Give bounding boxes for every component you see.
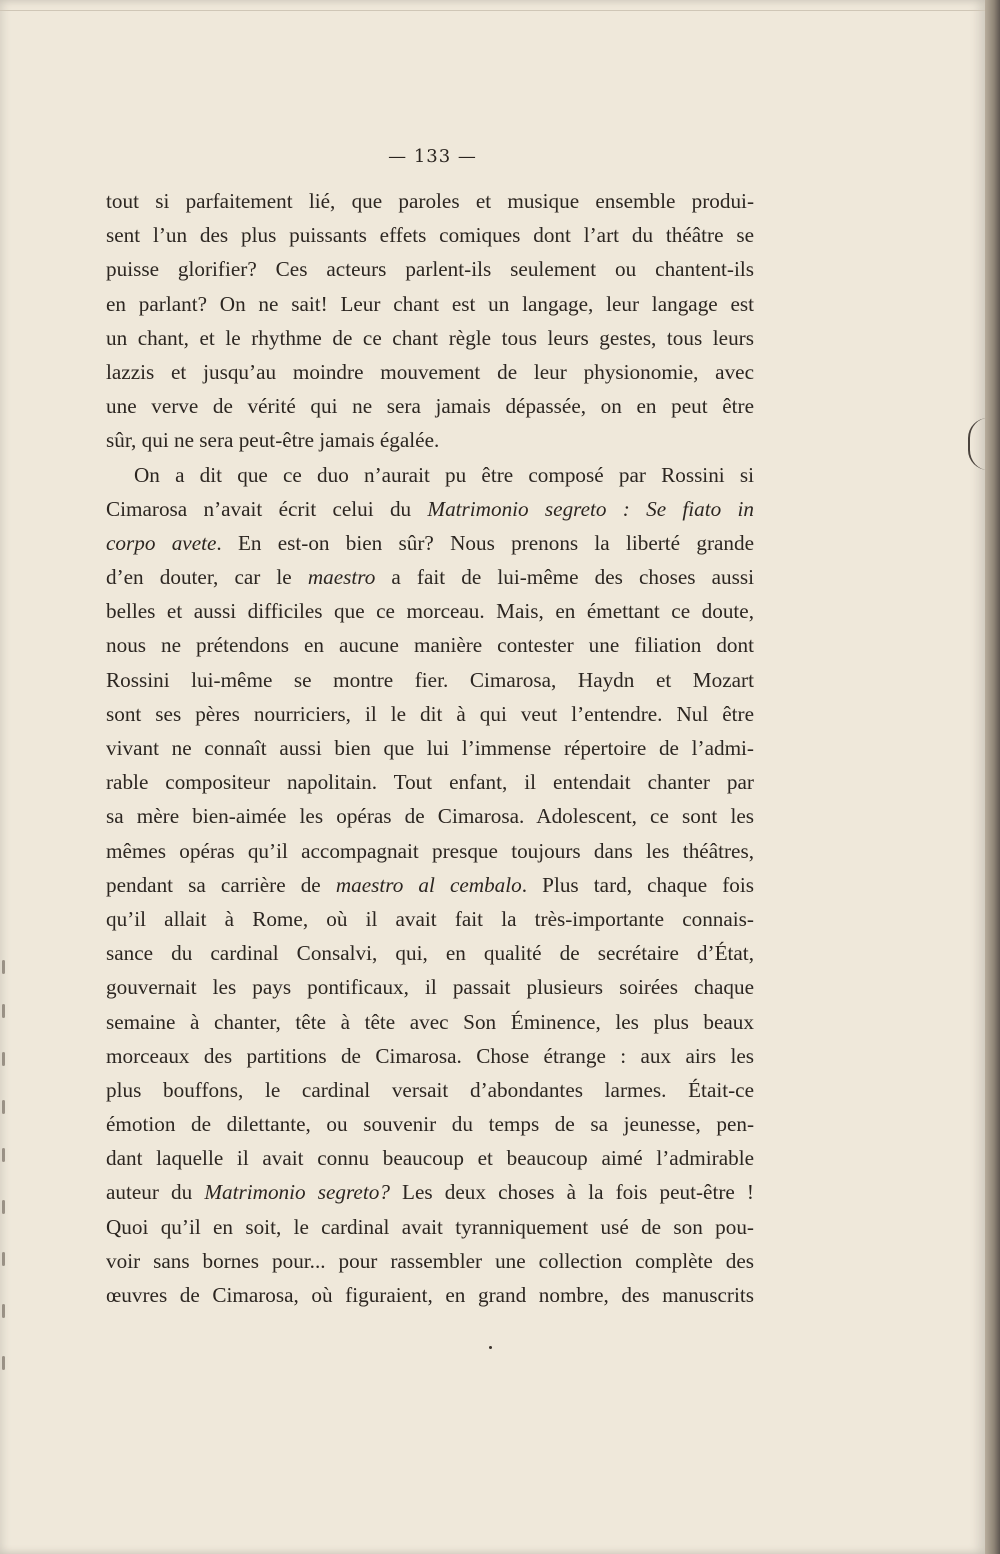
italic-title: Matrimonio segreto? [204, 1180, 390, 1205]
text-line: voir sans bornes pour... pour rassembler une collection complète des [106, 1248, 754, 1273]
text-run: a fait de lui-même des choses aussi [375, 565, 754, 590]
italic-title: maestro al cembalo [335, 872, 522, 897]
text-run: pendant sa carrière de [106, 872, 336, 897]
margin-marks [0, 960, 14, 1380]
text-line: sa mère bien-aimée les opéras de Cimarosa. Adolescent, ce sont les [106, 804, 754, 829]
text-line: plus bouffons, le cardinal versait d’abondantes larmes. Était-ce [106, 1077, 754, 1102]
text-line: vivant ne connaît aussi bien que lui l’immense répertoire de l’admi- [106, 736, 754, 760]
text-line: semaine à chanter, tête à tête avec Son Éminence, les plus beaux [106, 1009, 754, 1034]
text-line: rable compositeur napolitain. Tout enfant, il entendait chanter par [106, 770, 754, 795]
body-text [106, 184, 754, 1312]
ink-dot [489, 1346, 492, 1349]
italic-title: maestro [307, 565, 376, 590]
text-line: émotion de dilettante, ou souvenir du temps de sa jeunesse, pen- [106, 1112, 754, 1137]
text-line: sance du cardinal Consalvi, qui, en qualité de secrétaire d’État, [106, 941, 754, 966]
italic-title: Matrimonio segreto : Se fiato in [427, 496, 755, 521]
text-line [106, 526, 754, 560]
page-edge [985, 0, 1000, 1554]
text-line: lazzis et jusqu’au moindre mouvement de leur physionomie, avec [106, 359, 754, 384]
text-run: Les deux choses à la fois peut-être ! [389, 1180, 754, 1205]
text-line: un chant, et le rhythme de ce chant règle tous leurs gestes, tous leurs [106, 325, 754, 350]
text-line: mêmes opéras qu’il accompagnait presque toujours dans les théâtres, [106, 838, 754, 863]
text-line [106, 1175, 754, 1209]
text-line: sont ses pères nourriciers, il le dit à qui veut l’entendre. Nul être [106, 701, 754, 726]
text-line [106, 492, 754, 526]
text-line: œuvres de Cimarosa, où figuraient, en grand nombre, des manuscrits [106, 1283, 754, 1307]
text-line: belles et aussi difficiles que ce morceau. Mais, en émettant ce doute, [106, 599, 754, 624]
text-line: Rossini lui-même se montre fier. Cimarosa, Haydn et Mozart [106, 667, 754, 692]
italic-title: corpo avete [106, 530, 217, 555]
text-line: gouvernait les pays pontificaux, il passait plusieurs soirées chaque [106, 975, 754, 1000]
page-number: — 133 — [388, 146, 477, 167]
text-line: nous ne prétendons en aucune manière contester une filiation dont [106, 633, 754, 658]
text-run: auteur du [106, 1180, 205, 1205]
text-run: . En est-on bien sûr? Nous prenons la liberté grande [216, 530, 754, 555]
text-line: morceaux des partitions de Cimarosa. Chose étrange : aux airs les [106, 1043, 754, 1068]
text-line: tout si parfaitement lié, que paroles et musique ensemble produi- [106, 189, 754, 213]
text-line: une verve de vérité qui ne sera jamais dépassée, on en peut être [106, 394, 754, 419]
text-line: qu’il allait à Rome, où il avait fait la très-importante connais- [106, 906, 754, 931]
text-run: . Plus tard, chaque fois [521, 872, 754, 897]
text-line: en parlant? On ne sait! Leur chant est un langage, leur langage est [106, 291, 754, 316]
text-line: puisse glorifier? Ces acteurs parlent-ils seulement ou chantent-ils [106, 257, 754, 282]
text-line: Quoi qu’il en soit, le cardinal avait tyranniquement usé de son pou- [106, 1214, 754, 1239]
page-top-edge [0, 0, 985, 11]
text-line: On a dit que ce duo n’aurait pu être composé par Rossini si [134, 462, 754, 487]
text-run: Cimarosa n’avait écrit celui du [106, 496, 428, 521]
text-line [106, 560, 754, 594]
text-run: d’en douter, car le [106, 565, 308, 590]
text-line [106, 868, 754, 902]
text-line: sent l’un des plus puissants effets comiques dont l’art du théâtre se [106, 223, 754, 248]
text-line: dant laquelle il avait connu beaucoup et beaucoup aimé l’admirable [106, 1146, 754, 1171]
text-line: sûr, qui ne sera peut-être jamais égalée. [106, 428, 440, 453]
